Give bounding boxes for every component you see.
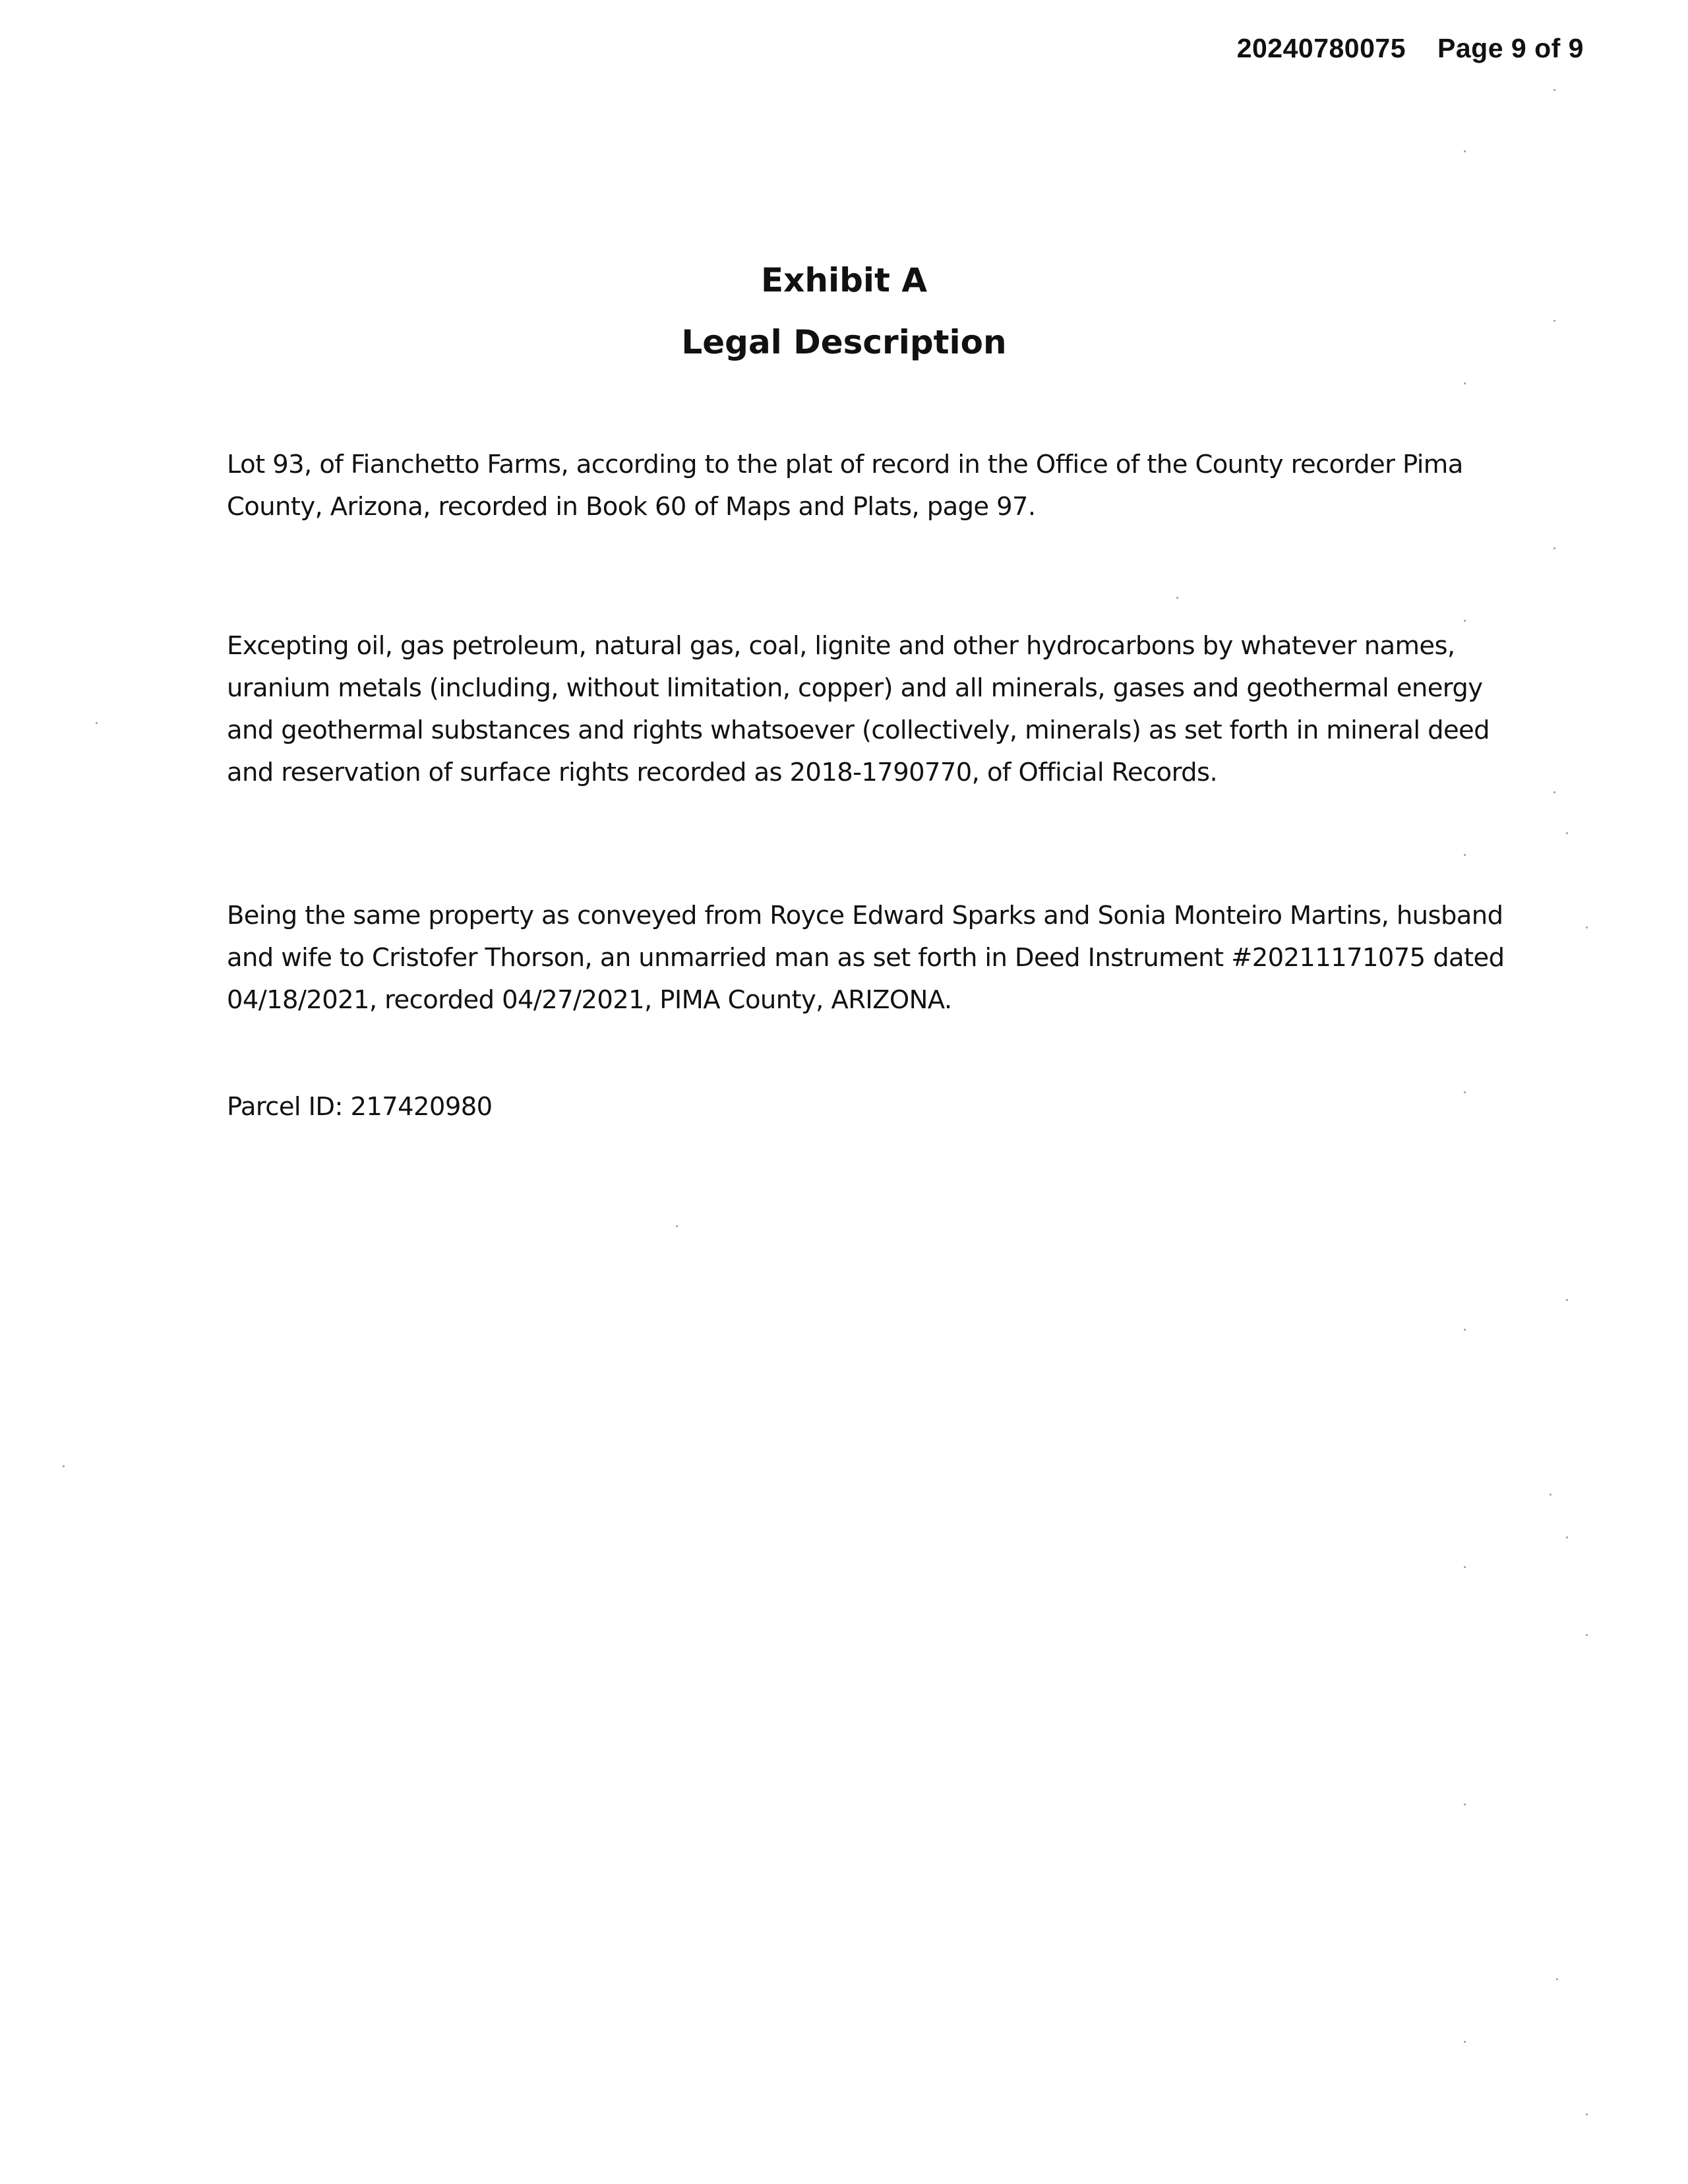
- paragraph-line: Being the same property as conveyed from Royce Edward Sparks and Sonia Monteiro Martins, husband: [227, 901, 1503, 930]
- scan-speck: [1464, 1804, 1466, 1805]
- scan-speck: [1553, 791, 1555, 793]
- scan-speck: [1553, 89, 1555, 91]
- lot-description-paragraph: [227, 444, 1480, 528]
- paragraph-line: and geothermal substances and rights whatsoever (collectively, minerals) as set forth in mineral deed: [227, 715, 1490, 745]
- scan-speck: [1586, 2113, 1588, 2115]
- scan-speck: [1556, 1978, 1558, 1980]
- scan-speck: [63, 1465, 65, 1467]
- scan-speck: [1464, 1566, 1466, 1568]
- scan-speck: [1464, 1329, 1466, 1331]
- scan-speck: [96, 722, 98, 724]
- exhibit-heading: Exhibit A: [760, 261, 928, 299]
- scan-speck: [1566, 1299, 1568, 1301]
- scan-speck: [1586, 926, 1588, 928]
- parcel-id-paragraph: [227, 1086, 1480, 1128]
- scan-speck: [1553, 547, 1555, 549]
- scan-speck: [1464, 2041, 1466, 2043]
- scan-speck: [676, 1225, 678, 1227]
- page-indicator: Page 9 of 9: [1437, 33, 1584, 63]
- scan-speck: [1550, 1494, 1552, 1496]
- scan-speck: [1586, 1634, 1588, 1636]
- scan-speck: [1464, 1091, 1466, 1093]
- paragraph-line: uranium metals (including, without limitation, copper) and all minerals, gases and geothermal energy: [227, 673, 1483, 703]
- conveyance-paragraph: [227, 895, 1505, 1021]
- paragraph-line: County, Arizona, recorded in Book 60 of Maps and Plats, page 97.: [227, 492, 1036, 522]
- mineral-exception-paragraph: [227, 625, 1490, 794]
- scan-speck: [1553, 320, 1555, 322]
- paragraph-line: and reservation of surface rights recorded as 2018-1790770, of Official Records.: [227, 758, 1218, 787]
- paragraph-line: and wife to Cristofer Thorson, an unmarried man as set forth in Deed Instrument #20211171075 dated: [227, 943, 1505, 973]
- scan-speck: [1566, 832, 1568, 834]
- scan-speck: [1464, 150, 1466, 152]
- paragraph-line: Lot 93, of Fianchetto Farms, according to the plat of record in the Office of the County recorder Pima: [227, 450, 1463, 479]
- paragraph-line: 04/18/2021, recorded 04/27/2021, PIMA County, ARIZONA.: [227, 985, 952, 1015]
- parcel-id: Parcel ID: 217420980: [227, 1092, 493, 1122]
- scan-speck: [1176, 597, 1178, 599]
- recording-header: [1237, 33, 1584, 64]
- scan-speck: [1464, 854, 1466, 856]
- scan-speck: [1566, 1536, 1568, 1538]
- paragraph-line: Excepting oil, gas petroleum, natural gas, coal, lignite and other hydrocarbons by whatever names,: [227, 631, 1455, 661]
- scan-speck: [1464, 382, 1466, 384]
- exhibit-title: [0, 249, 1688, 373]
- scan-speck: [1464, 620, 1466, 622]
- exhibit-subheading: Legal Description: [681, 323, 1007, 361]
- document-number: 20240780075: [1236, 33, 1406, 63]
